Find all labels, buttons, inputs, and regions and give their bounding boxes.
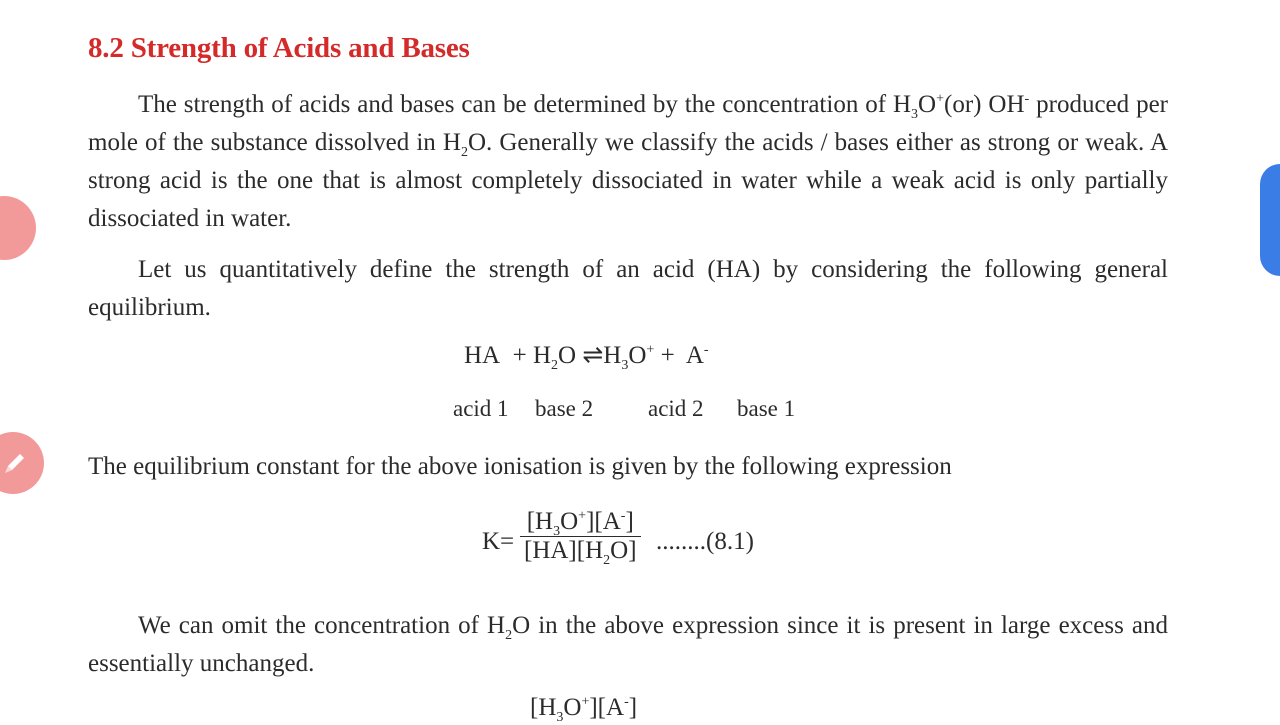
label-acid-1: acid 1 [453,396,509,421]
fraction [520,508,641,568]
equilibrium-arrow-icon: ⇌ [582,342,604,369]
fraction-numerator: $[H_3O^+][A^-]$ [520,508,641,537]
paragraph-equilibrium-constant: The equilibrium constant for the above ionisation is given by the following expression [88,453,952,480]
fraction-denominator: $[HA][H_2O]$ [524,537,637,568]
section-heading: 8.2 Strength of Acids and Bases [88,32,470,64]
label-acid-2: acid 2 [648,396,704,421]
side-floating-button-top[interactable] [0,196,36,260]
label-base-1: base 1 [737,396,796,421]
pencil-icon [2,450,28,476]
document-page: 8.2 Strength of Acids and Bases The strength of acids and bases can be determined by the concentration of $H_3O^+(or)$ OH- produced per mole of the substance dissolved in $H_2O$. Generally we classify the acids / bases either as strong or weak. A strong acid is the one that is almost completely dissociated in water while a weak acid is only partially dissociated in water. Let us quantitatively define the strength of an acid (HA) by considering the following general equilibrium. HA + $H_2O$ $\rightleftharpoons H_3O^+ + A^-$ acid 1 base 2 acid 2 base 1 The equilibrium constant for the above ionisation is given by the following expression K= $\frac{[H_3O^+][A^-]}{[HA][H_2O]}$ ........(8.1) We can omit the concentration of $H_2O$ in the above expression since it is present in large excess and essentially unchanged. $[H_3O^+][A^-]$ [0,0,1280,720]
paragraph-strength-intro: The strength of acids and bases can be determined by the concentration of $H_3O^+(or)$ OH- produced per mole of the substance dissolved in $H_2O$. Generally we classify the acids / bases either as strong or weak. A strong acid is the one that is almost completely dissociated in water while a weak acid is only partially dissociated in water. [88,91,1168,232]
paragraph-omit-water: We can omit the concentration of $H_2O$ in the above expression since it is present in large excess and essentially unchanged. [88,612,1168,677]
equilibrium-equation: HA + $H_2O$ $\rightleftharpoons H_3O^+ + A^-$ [464,342,709,373]
paragraph-equilibrium-intro: Let us quantitatively define the strength of an acid (HA) by considering the following general equilibrium. [88,256,1168,321]
side-panel-tab[interactable] [1260,164,1280,276]
equation-number: ........(8.1) [656,528,754,555]
partial-expression: $[H_3O^+][A^-]$ [530,694,638,725]
label-base-2: base 2 [535,396,594,421]
